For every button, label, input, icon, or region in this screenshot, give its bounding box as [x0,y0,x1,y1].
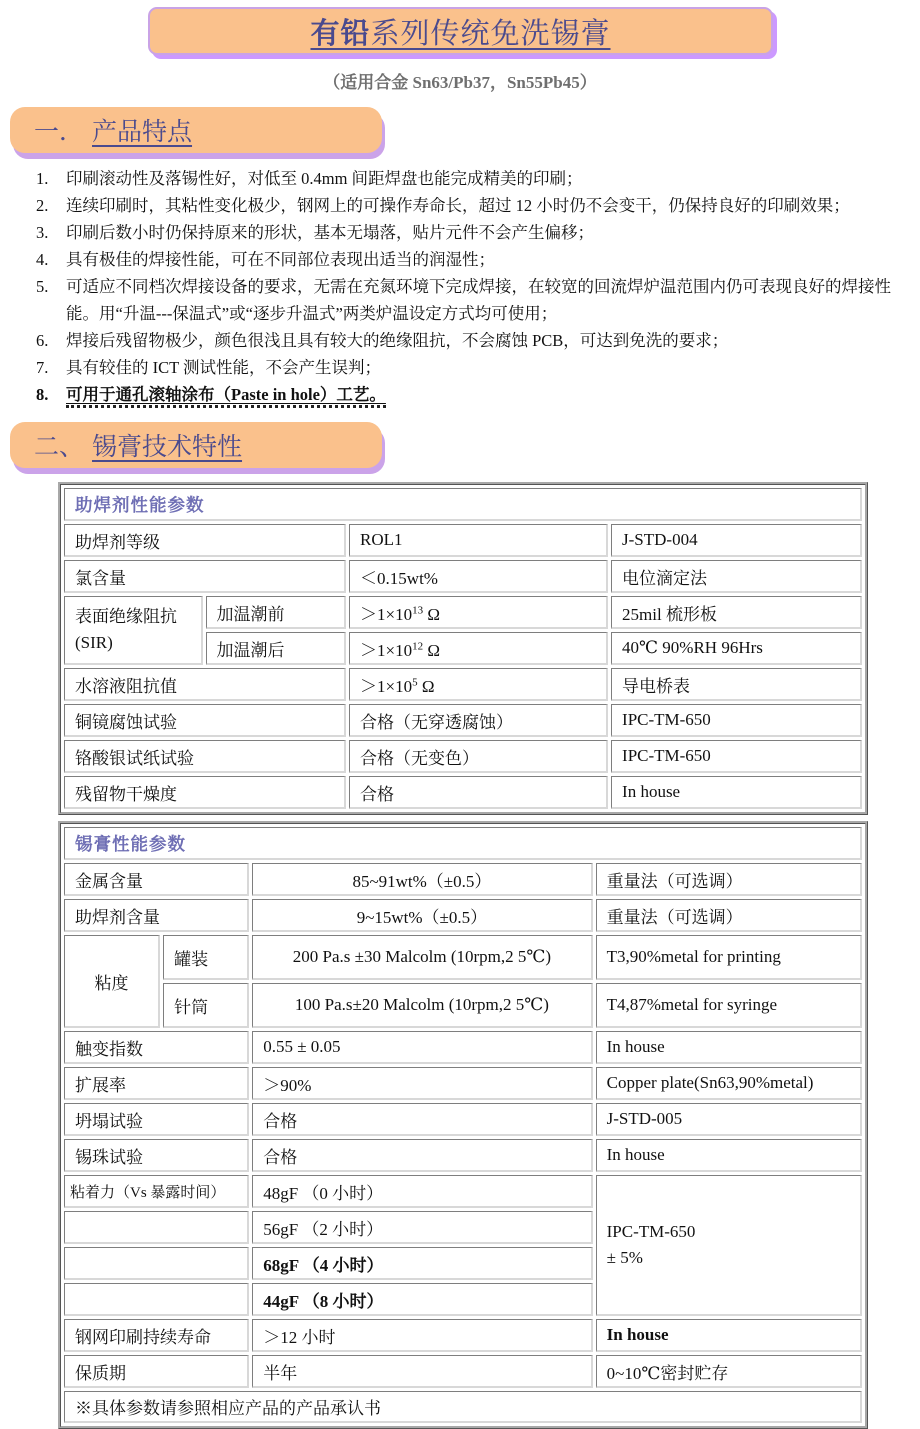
section-1-heading-text: 产品特点 [92,119,193,146]
param-value-cell: 合格（无变色） [349,740,608,773]
residue-dryness-row [64,776,862,809]
feature-item-text: 印刷滚动性及落锡性好，对低至 0.4mm 间距焊盘也能完成精美的印刷； [66,169,583,188]
param-value-cell [349,596,608,629]
thixotropic-index-row [64,1031,862,1064]
param-name-cell: 坍塌试验 [64,1103,249,1136]
page-title-rest: 系列传统免洗锡膏 [370,17,611,50]
param-name-cell [64,1247,249,1280]
solution-resistance-row [64,668,862,701]
section-2-heading [34,427,242,463]
solder-ball-test-row [64,1139,862,1172]
param-value-cell: 56gF （2 小时） [252,1211,592,1244]
param-value-cell: 44gF （8 小时） [252,1283,592,1316]
tack-0h-row [64,1175,862,1208]
param-value-cell: ROL1 [349,524,608,557]
test-method-cell: In house [611,776,862,809]
param-value-cell: 85~91wt%（±0.5） [252,863,592,896]
feature-item-1 [32,165,912,192]
param-value-cell: 100 Pa.s±20 Malcolm (10rpm,2 5℃) [252,983,592,1028]
feature-list [32,165,912,408]
feature-item-6 [32,327,912,354]
flux-table-header-row [64,488,862,521]
sir-after-value-exponent: 12 [412,639,424,652]
test-method-cell: IPC-TM-650 [611,740,862,773]
metal-content-row [64,863,862,896]
test-method-cell: 40℃ 90%RH 96Hrs [611,632,862,665]
test-method-cell: 电位滴定法 [611,560,862,593]
param-name-cell: 铬酸银试纸试验 [64,740,346,773]
sir-before-value-base: ＞1×10 [360,604,413,624]
param-value-cell: 合格 [252,1139,592,1172]
test-method-cell: 重量法（可选调） [596,863,862,896]
title-banner [148,7,773,55]
chlorine-row [64,560,862,593]
feature-item-text [66,381,912,408]
tack-method-line2: ± 5% [606,1248,643,1267]
feature-item-text: 具有较佳的 ICT 测试性能，不会产生误判； [66,358,382,377]
feature-item-number: 4. [36,250,49,269]
table-note: ※具体参数请参照相应产品的产品承认书 [64,1391,862,1423]
test-method-cell: Copper plate(Sn63,90%metal) [596,1067,862,1100]
test-method-cell: 导电桥表 [611,668,862,701]
sir-before-value-exponent: 13 [412,603,424,616]
viscosity-name-cell: 粘度 [64,935,160,1028]
spread-rate-row [64,1067,862,1100]
feature-item-text: 连续印刷时，其粘性变化极少，钢网上的可操作寿命长，超过 12 小时仍不会变干，仍保持良好的印刷效果； [66,196,850,215]
feature-item-8-underlined-text: 可用于通孔滚轴涂布（Paste in hole）工艺。 [66,385,386,408]
feature-item-number: 1. [36,169,49,188]
test-method-cell: 重量法（可选调） [596,899,862,932]
test-method-cell: In house [596,1139,862,1172]
sir-before-row [64,596,862,629]
feature-item-number: 5. [36,277,49,296]
feature-item-4 [32,246,912,273]
param-name-cell: 锡珠试验 [64,1139,249,1172]
viscosity-package-cell: 针筒 [163,983,249,1028]
param-value-cell: 半年 [252,1355,592,1388]
feature-item-7 [32,354,912,381]
param-value-cell: 9~15wt%（±0.5） [252,899,592,932]
param-name-cell [64,1211,249,1244]
param-value-cell: 合格 [252,1103,592,1136]
param-name-cell [64,1283,249,1316]
flux-content-row [64,899,862,932]
sir-before-value-unit: Ω [423,604,441,624]
solution-resistance-exponent: 5 [412,675,418,688]
feature-item-text: 印刷后数小时仍保持原来的形状，基本无塌落，贴片元件不会产生偏移； [66,223,594,242]
test-method-cell: T4,87%metal for syringe [596,983,862,1028]
feature-item-number: 2. [36,196,49,215]
feature-item-text: 具有极佳的焊接性能，可在不同部位表现出适当的润湿性； [66,250,495,269]
param-name-cell: 氯含量 [64,560,346,593]
section-1-number: 一． [34,119,85,146]
viscosity-package-cell: 罐装 [163,935,249,980]
feature-item-3 [32,219,912,246]
sir-condition-cell: 加温潮后 [206,632,347,665]
table-note-row [64,1391,862,1423]
copper-mirror-row [64,704,862,737]
paste-params-table [58,821,868,1429]
silver-chromate-row [64,740,862,773]
page-title [310,11,610,52]
feature-item-number: 7. [36,358,49,377]
stencil-life-row [64,1319,862,1352]
sir-after-value-unit: Ω [423,640,441,660]
feature-item-text: 焊接后残留物极少，颜色很浅且具有较大的绝缘阻抗，不会腐蚀 PCB，可达到免洗的要求； [66,331,729,350]
viscosity-syringe-row [64,983,862,1028]
param-value-cell: ＞12 小时 [252,1319,592,1352]
flux-grade-row [64,524,862,557]
param-value-cell: 合格 [349,776,608,809]
param-name-cell: 助焊剂等级 [64,524,346,557]
solution-resistance-unit: Ω [417,676,435,696]
feature-item-8 [32,381,912,408]
test-method-cell: IPC-TM-650 [611,704,862,737]
sir-condition-cell: 加温潮前 [206,596,347,629]
param-value-cell: 合格（无穿透腐蚀） [349,704,608,737]
feature-item-5 [32,273,912,327]
sir-after-value-base: ＞1×10 [360,640,413,660]
slump-test-row [64,1103,862,1136]
test-method-cell: J-STD-005 [596,1103,862,1136]
test-method-cell: T3,90%metal for printing [596,935,862,980]
test-method-cell: J-STD-004 [611,524,862,557]
feature-item-number: 8. [36,385,49,404]
feature-item-2 [32,192,912,219]
test-method-cell: In house [596,1319,862,1352]
section-2-heading-text: 锡膏技术特性 [92,434,243,461]
flux-table-title: 助焊剂性能参数 [64,488,862,521]
test-method-cell: 0~10℃密封贮存 [596,1355,862,1388]
param-name-cell: 助焊剂含量 [64,899,249,932]
param-value-cell: 200 Pa.s ±30 Malcolm (10rpm,2 5℃) [252,935,592,980]
param-name-cell: 金属含量 [64,863,249,896]
section-1-heading [34,112,192,148]
page-title-bold-part: 有铅 [310,17,371,50]
shelf-life-row [64,1355,862,1388]
test-method-cell: In house [596,1031,862,1064]
solution-resistance-base: ＞1×10 [360,676,413,696]
section-2-banner [10,422,382,468]
param-name-cell: 保质期 [64,1355,249,1388]
paste-table-header-row [64,827,862,860]
feature-item-number: 6. [36,331,49,350]
test-method-cell [596,1175,862,1316]
tack-method-line1: IPC-TM-650 [606,1222,696,1241]
param-name-cell: 残留物干燥度 [64,776,346,809]
param-name-cell: 触变指数 [64,1031,249,1064]
param-value-cell: 68gF （4 小时） [252,1247,592,1280]
page-subtitle: （适用合金 Sn63/Pb37，Sn55Pb45） [323,73,597,92]
param-value-cell: ＜0.15wt% [349,560,608,593]
param-value-cell: 48gF （0 小时） [252,1175,592,1208]
test-method-cell: 25mil 梳形板 [611,596,862,629]
sir-name-line2: (SIR) [75,633,113,652]
feature-item-number: 3. [36,223,49,242]
sir-name-line1: 表面绝缘阻抗 [75,607,177,626]
param-name-cell: 扩展率 [64,1067,249,1100]
param-value-cell [349,632,608,665]
paste-table-title: 锡膏性能参数 [64,827,862,860]
param-value-cell: 0.55 ± 0.05 [252,1031,592,1064]
flux-params-table [58,482,868,815]
param-name-cell: 铜镜腐蚀试验 [64,704,346,737]
param-name-cell: 水溶液阻抗值 [64,668,346,701]
section-2-number: 二、 [34,434,85,461]
param-name-cell: 粘着力（Vs 暴露时间） [64,1175,249,1208]
viscosity-can-row [64,935,862,980]
sir-name-cell [64,596,203,665]
param-name-cell: 钢网印刷持续寿命 [64,1319,249,1352]
feature-item-text: 可适应不同档次焊接设备的要求，无需在充氮环境下完成焊接，在较宽的回流焊炉温范围内仍可表现良好的焊接性能。用“升温---保温式”或“逐步升温式”两类炉温设定方式均可使用； [66,277,891,323]
section-1-banner [10,107,382,153]
param-value-cell: ＞90% [252,1067,592,1100]
param-value-cell [349,668,608,701]
